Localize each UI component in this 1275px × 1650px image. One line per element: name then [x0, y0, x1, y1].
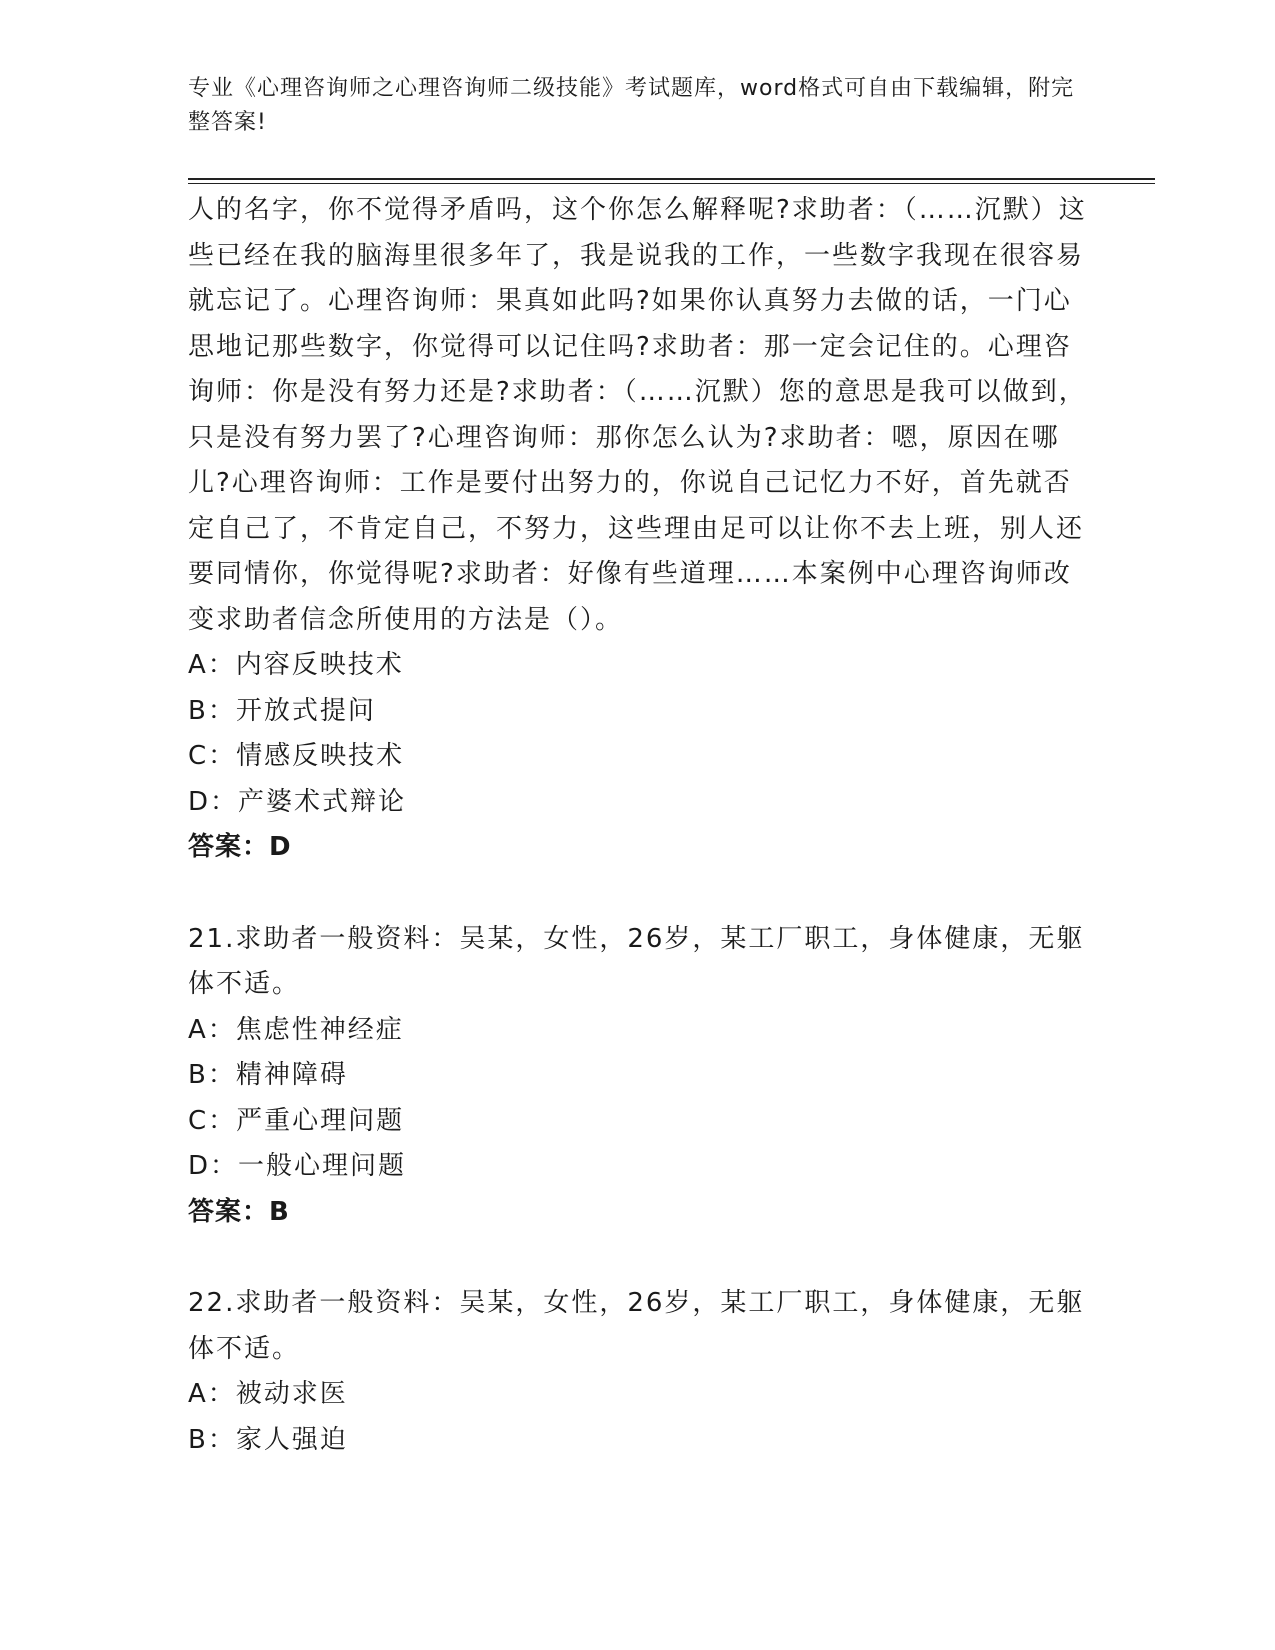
question-21-option-c: C：严重心理问题	[188, 1105, 405, 1136]
spacer	[188, 1235, 1088, 1281]
question-20	[188, 188, 1088, 871]
question-20-option-d: D：产婆术式辩论	[188, 786, 407, 817]
question-22-option-b: B：家人强迫	[188, 1424, 348, 1455]
question-20-option-b: B：开放式提问	[188, 695, 376, 726]
question-21-option-a: A：焦虑性神经症	[188, 1014, 404, 1045]
question-20-option-a: A：内容反映技术	[188, 650, 404, 680]
spacer	[188, 871, 1088, 917]
page-content	[188, 188, 1088, 1463]
header-rule-thick	[188, 178, 1155, 180]
question-20-answer: 答案：D	[188, 832, 292, 862]
question-21-stem: 21.求助者一般资料：吴某，女性，26岁，某工厂职工，身体健康，无躯体不适。	[188, 923, 1085, 999]
question-20-option-c: C：情感反映技术	[188, 741, 405, 771]
question-22-stem: 22.求助者一般资料：吴某，女性，26岁，某工厂职工，身体健康，无躯体不适。	[188, 1288, 1085, 1364]
question-21-answer: 答案：B	[188, 1196, 290, 1227]
header-rule-thin	[188, 183, 1155, 184]
question-22-option-a: A：被动求医	[188, 1379, 348, 1409]
question-21-option-b: B：精神障碍	[188, 1060, 348, 1090]
document-header: 专业《心理咨询师之心理咨询师二级技能》考试题库，word格式可自由下载编辑，附完整答案!	[188, 76, 1075, 135]
question-21-option-d: D：一般心理问题	[188, 1151, 407, 1181]
question-22	[188, 1281, 1088, 1463]
question-21	[188, 917, 1088, 1236]
question-20-continuation: 人的名字，你不觉得矛盾吗，这个你怎么解释呢?求助者：（……沉默）这些已经在我的脑海里很多年了，我是说我的工作，一些数字我现在很容易就忘记了。心理咨询师：果真如此吗?如果你认真努力去做的话，一门心思地记那些数字，你觉得可以记住吗?求助者：那一定会记住的。心理咨询师：你是没有努力还是?求助者：（……沉默）您的意思是我可以做到，只是没有努力罢了?心理咨询师：那你怎么认为?求助者：嗯，原因在哪儿?心理咨询师：工作是要付出努力的，你说自己记忆力不好，首先就否定自己了，不肯定自己，不努力，这些理由足可以让你不去上班，别人还要同情你，你觉得呢?求助者：好像有些道理……本案例中心理咨询师改变求助者信念所使用的方法是（）。	[188, 195, 1087, 635]
